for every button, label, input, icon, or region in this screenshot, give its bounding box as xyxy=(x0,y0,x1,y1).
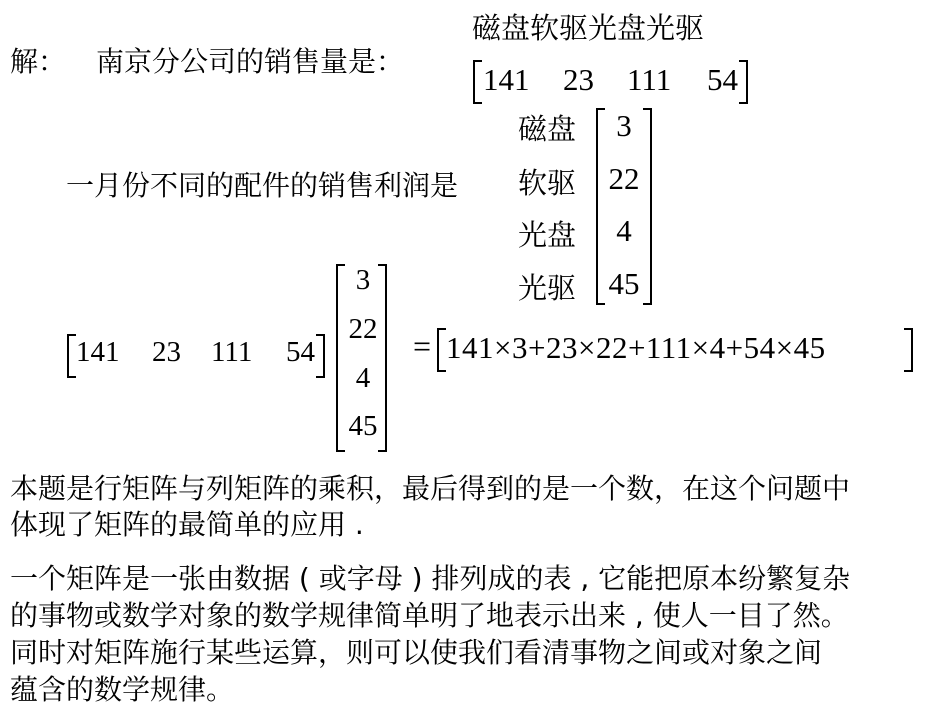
matrix-description-line: 的事物或数学对象的数学规律简单明了地表示出来 , 使人一目了然。 xyxy=(10,599,849,632)
product-row-value: 23 xyxy=(152,336,181,368)
product-col-value: 45 xyxy=(348,410,378,442)
profit-label: 磁盘 xyxy=(518,112,577,146)
product-col-value: 3 xyxy=(355,264,371,296)
matrix-description-line: 一个矩阵是一张由数据 ( 或字母 ) 排列成的表 , 它能把原本纷繁复杂 xyxy=(10,562,851,595)
header-labels: 磁盘软驱光盘光驱 xyxy=(472,11,705,45)
left-bracket xyxy=(67,334,76,378)
left-bracket xyxy=(473,60,482,104)
right-bracket xyxy=(643,108,652,305)
equals-sign: = xyxy=(413,328,432,364)
solution-label: 解： xyxy=(10,45,67,78)
sales-value: 111 xyxy=(627,62,672,97)
product-row-value: 54 xyxy=(286,336,315,368)
left-bracket xyxy=(437,328,446,372)
profit-value: 3 xyxy=(616,108,632,143)
sales-intro: 南京分公司的销售量是： xyxy=(96,45,405,78)
profit-value: 45 xyxy=(608,266,640,301)
matrix-description-line: 蕴含的数学规律。 xyxy=(10,673,235,706)
profit-label: 软驱 xyxy=(518,166,577,200)
product-row-value: 111 xyxy=(211,336,253,368)
right-bracket xyxy=(378,264,387,452)
explanation-line: 本题是行矩阵与列矩阵的乘积，最后得到的是一个数，在这个问题中 xyxy=(10,472,851,505)
sales-value: 54 xyxy=(707,62,738,97)
profit-label: 光驱 xyxy=(518,271,577,305)
matrix-description-line: 同时对矩阵施行某些运算，则可以使我们看清事物之间或对象之间 xyxy=(10,636,823,669)
profit-intro: 一月份不同的配件的销售利润是 xyxy=(66,169,459,202)
result-expression: 141×3+23×22+111×4+54×45 xyxy=(446,330,826,365)
sales-value: 141 xyxy=(483,62,530,97)
sales-value: 23 xyxy=(563,62,594,97)
right-bracket xyxy=(904,328,913,372)
product-col-value: 22 xyxy=(348,313,378,345)
profit-value: 22 xyxy=(608,161,640,196)
product-row-value: 141 xyxy=(76,336,120,368)
profit-label: 光盘 xyxy=(518,218,577,252)
right-bracket xyxy=(739,60,748,104)
explanation-line: 体现了矩阵的最简单的应用 . xyxy=(10,508,364,541)
right-bracket xyxy=(316,334,325,378)
profit-value: 4 xyxy=(616,213,632,248)
product-col-value: 4 xyxy=(355,362,371,394)
